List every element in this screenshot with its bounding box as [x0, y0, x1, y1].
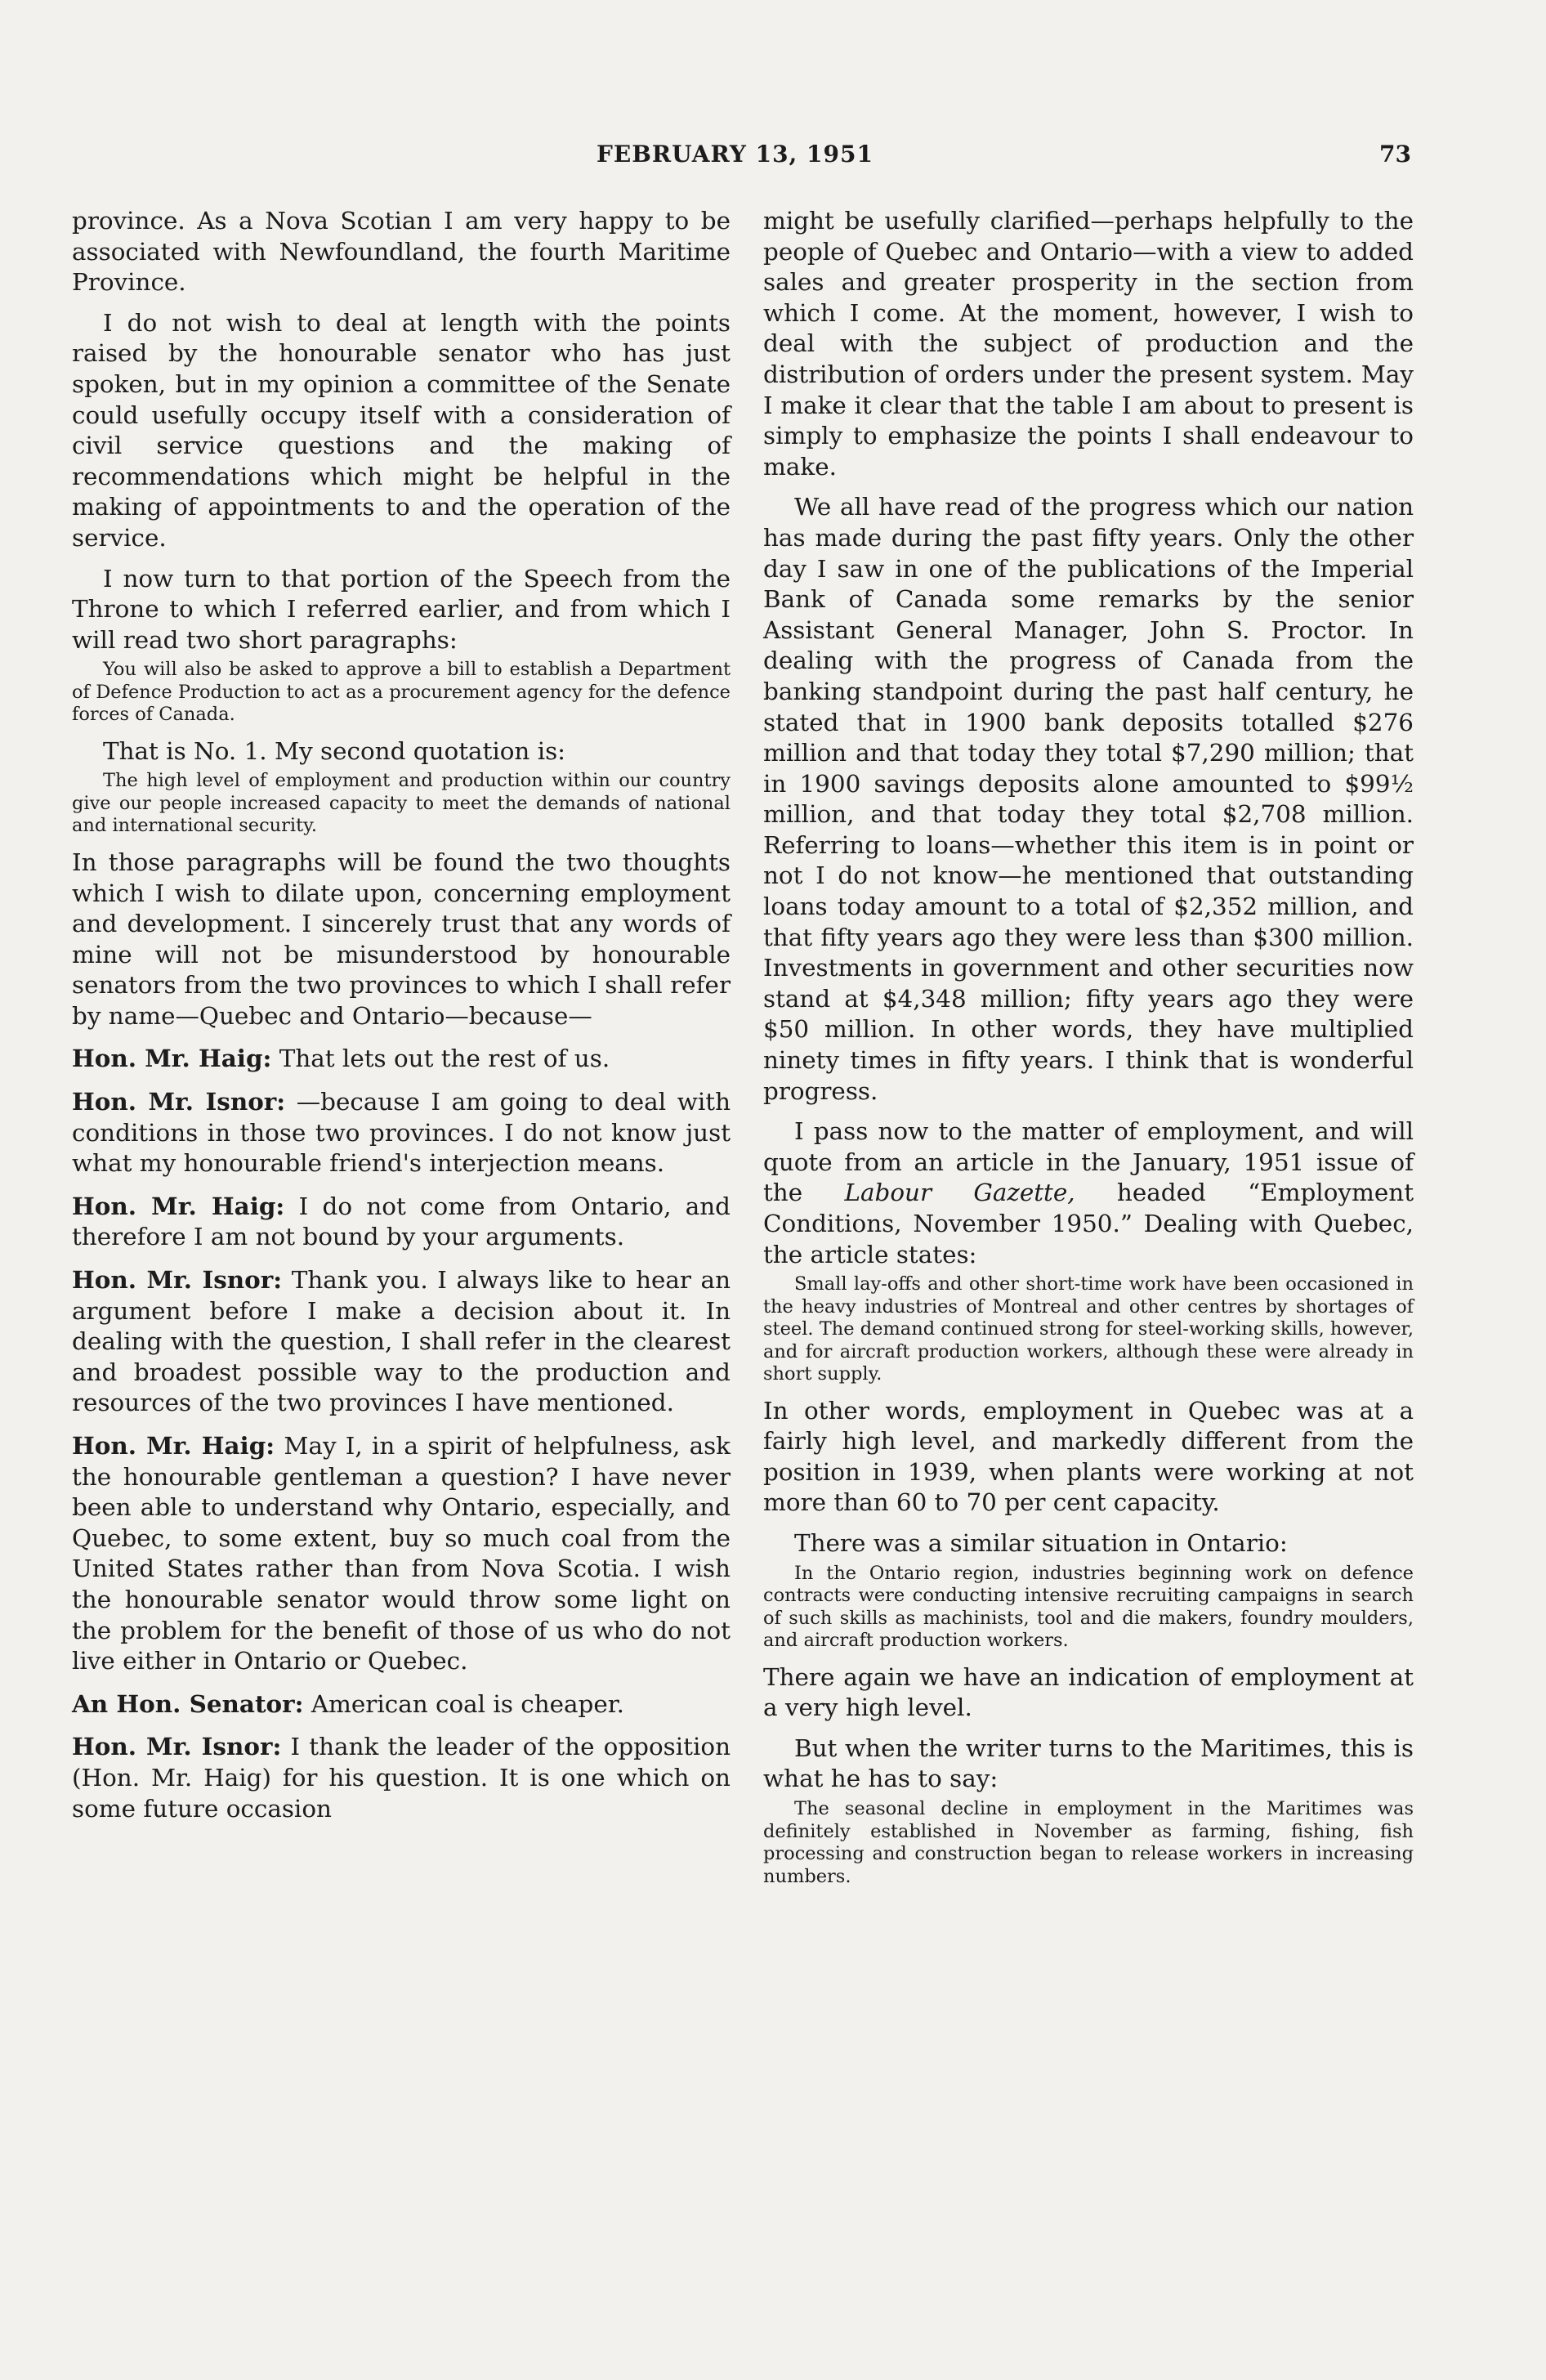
block-quote: You will also be asked to approve a bill to establish a Department of Defence Production to act as a procurement agency for the defence forces of Canada. — [72, 659, 731, 726]
speaker-name: Hon. Mr. Isnor: — [72, 1087, 286, 1116]
page-number: 73 — [1379, 141, 1411, 168]
publication-title: Labour Gazette, — [844, 1179, 1075, 1207]
paragraph: That is No. 1. My second quotation is: — [103, 736, 566, 765]
speech-text: I do not come from Ontario, and therefore I am not bound by your arguments. — [72, 1192, 731, 1251]
speech-text: I thank the leader of the opposition (Hon. Mr. Haig) for his question. It is one which on some future occasion — [72, 1733, 731, 1823]
speech-haig-1 — [72, 1043, 731, 1075]
speech-text: —because I am going to deal with conditions in those two provinces. I do not know just what my honourable friend's interjection means. — [72, 1088, 731, 1178]
speaker-name: Hon. Mr. Isnor: — [72, 1732, 282, 1761]
speech-senator — [72, 1689, 731, 1720]
speech-text: Thank you. I always like to hear an argument before I make a decision about it. In dealing with the question, I shall refer in the clearest and broadest possible way to the production and resources of the two provinces I have mentioned. — [72, 1266, 731, 1417]
paragraph-text: I pass now to the matter of employment, and will quote from an article in the January, 1951 issue of the — [763, 1117, 1414, 1207]
paragraph: province. As a Nova Scotian I am very happy to be associated with Newfoundland, the fourth Maritime Province. — [72, 207, 731, 297]
speaker-name: Hon. Mr. Haig: — [72, 1044, 272, 1073]
speaker-name: Hon. Mr. Isnor: — [72, 1265, 283, 1295]
paragraph-text: headed “Employment Conditions, November 1950.” Dealing with Quebec, the article states: — [763, 1179, 1414, 1268]
speech-text: May I, in a spirit of helpfulness, ask the honourable gentleman a question? I have never been able to understand why Ontario, especially, and Quebec, to some extent, buy so much coal from the United States rather than from Nova Scotia. I wish the honourable senator would throw some light on the problem for the benefit of those of us who do not live either in Ontario or Quebec. — [72, 1432, 731, 1675]
page-header — [0, 141, 1546, 173]
speech-isnor-3 — [72, 1731, 731, 1824]
paragraph: I now turn to that portion of the Speech from the Throne to which I referred earlier, and from which I will read two short paragraphs: — [72, 564, 731, 654]
block-quote: Small lay-offs and other short-time work have been occasioned in the heavy industries of Montreal and other centres by shortages of steel. The demand continued strong for steel-working skills, however, and for aircraft production workers, although these were already in short supply. — [763, 1273, 1414, 1385]
speaker-name: Hon. Mr. Haig: — [72, 1191, 285, 1220]
speech-isnor-1 — [72, 1086, 731, 1179]
speech-text: American coal is cheaper. — [311, 1689, 624, 1718]
speech-text: That lets out the rest of us. — [279, 1045, 610, 1073]
block-quote: The high level of employment and production within our country give our people increased capacity to meet the demands of national and international security. — [72, 770, 731, 837]
speech-haig-3 — [72, 1430, 731, 1677]
paragraph: In those paragraphs will be found the two thoughts which I wish to dilate upon, concerning employment and development. I sincerely trust that any words of mine will not be misunderstood by honourable senators from the two provinces to which I shall refer by name—Quebec and Ontario—because— — [72, 848, 731, 1030]
speech-haig-2 — [72, 1191, 731, 1253]
paragraph: But when the writer turns to the Maritimes, this is what he has to say: — [763, 1734, 1414, 1793]
right-column — [763, 206, 1414, 1898]
paragraph: might be usefully clarified—perhaps helpfully to the people of Quebec and Ontario—with a view to added sales and greater prosperity in the section from which I come. At the moment, however, I wish to deal with the subject of production and the distribution of orders under the present system. May I make it clear that the table I am about to present is simply to emphasize the points I shall endeavour to make. — [763, 207, 1414, 481]
paragraph: I do not wish to deal at length with the points raised by the honourable senator who has just spoken, but in my opinion a committee of the Senate could usefully occupy itself with a consideration of civil service questions and the making of recommendations which might be helpful in the making of appointments to and the operation of the service. — [72, 308, 731, 552]
speaker-name: Hon. Mr. Haig: — [72, 1431, 275, 1460]
speaker-name: An Hon. Senator: — [72, 1689, 304, 1718]
paragraph — [763, 1116, 1414, 1270]
block-quote: In the Ontario region, industries beginning work on defence contracts were conducting intensive recruiting campaigns in search of such skills as machinists, tool and die makers, foundry moulders, and aircraft production workers. — [763, 1562, 1414, 1652]
running-head: FEBRUARY 13, 1951 — [597, 141, 874, 168]
left-column — [72, 206, 731, 1834]
paragraph: In other words, employment in Quebec was at a fairly high level, and markedly different from the position in 1939, when plants were working at not more than 60 to 70 per cent capacity. — [763, 1396, 1414, 1517]
speech-isnor-2 — [72, 1264, 731, 1419]
paragraph: There was a similar situation in Ontario: — [794, 1529, 1288, 1558]
block-quote: The seasonal decline in employment in the Maritimes was definitely established in November as farming, fishing, fish processing and construction began to release workers in increasing numbers. — [763, 1798, 1414, 1887]
paragraph: There again we have an indication of employment at a very high level. — [763, 1662, 1414, 1722]
paragraph: We all have read of the progress which our nation has made during the past fifty years. Only the other day I saw in one of the publications of the Imperial Bank of Canada some remarks by the senior Assistant General Manager, John S. Proctor. In dealing with the progress of Canada from the banking standpoint during the past half century, he stated that in 1900 bank deposits totalled $276 million and that today they total $7,290 million; that in 1900 savings deposits alone amounted to $99½ million, and that today they total $2,708 million. Referring to loans—whether this item is in point or not I do not know—he mentioned that outstanding loans today amount to a total of $2,352 million, and that fifty years ago they were less than $300 million. Investments in government and other securities now stand at $4,348 million; fifty years ago they were $50 million. In other words, they have multiplied ninety times in fifty years. I think that is wonderful progress. — [763, 493, 1414, 1105]
